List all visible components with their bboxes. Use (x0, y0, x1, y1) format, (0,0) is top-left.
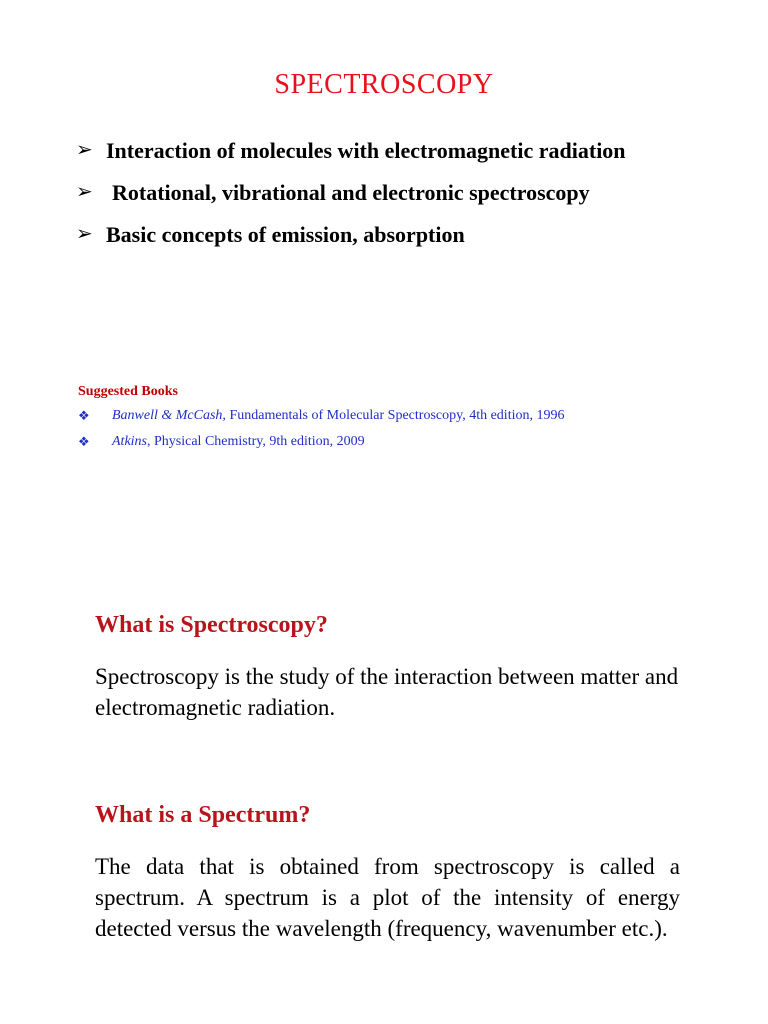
section-heading: What is Spectroscopy? (95, 612, 328, 638)
book-item (78, 432, 718, 452)
topic-text: Rotational, vibrational and electronic spectroscopy (112, 180, 590, 205)
suggested-books (78, 384, 718, 458)
topic-list (76, 135, 716, 261)
topic-item (76, 219, 716, 250)
section-heading: What is a Spectrum? (95, 802, 311, 828)
diamond-bullet-icon: ❖ (78, 408, 90, 423)
topic-item (76, 177, 716, 208)
suggested-books-heading: Suggested Books (78, 384, 178, 399)
section-body: The data that is obtained from spectroscopy is called a spectrum. A spectrum is a plot of the intensity of energy detected versus the wavelength (frequency, wavenumber etc.). (95, 854, 680, 941)
book-author: Atkins (112, 434, 147, 449)
book-author: Banwell & McCash, (112, 408, 226, 423)
book-item (78, 406, 718, 426)
topic-item (76, 135, 716, 166)
book-details: , Physical Chemistry, 9th edition, 2009 (147, 434, 365, 449)
arrowhead-bullet-icon: ➢ (76, 139, 93, 161)
arrowhead-bullet-icon: ➢ (76, 181, 93, 203)
arrowhead-bullet-icon: ➢ (76, 223, 93, 245)
definition-section-spectroscopy (95, 612, 680, 723)
page-title: SPECTROSCOPY (274, 68, 494, 100)
topic-text: Interaction of molecules with electromagnetic radiation (106, 138, 626, 163)
diamond-bullet-icon: ❖ (78, 434, 90, 449)
definition-section-spectrum (95, 802, 680, 944)
book-details: Fundamentals of Molecular Spectroscopy, 4th edition, 1996 (225, 408, 565, 423)
topic-text: Basic concepts of emission, absorption (106, 222, 465, 247)
section-body: Spectroscopy is the study of the interaction between matter and electromagnetic radiation. (95, 664, 679, 720)
